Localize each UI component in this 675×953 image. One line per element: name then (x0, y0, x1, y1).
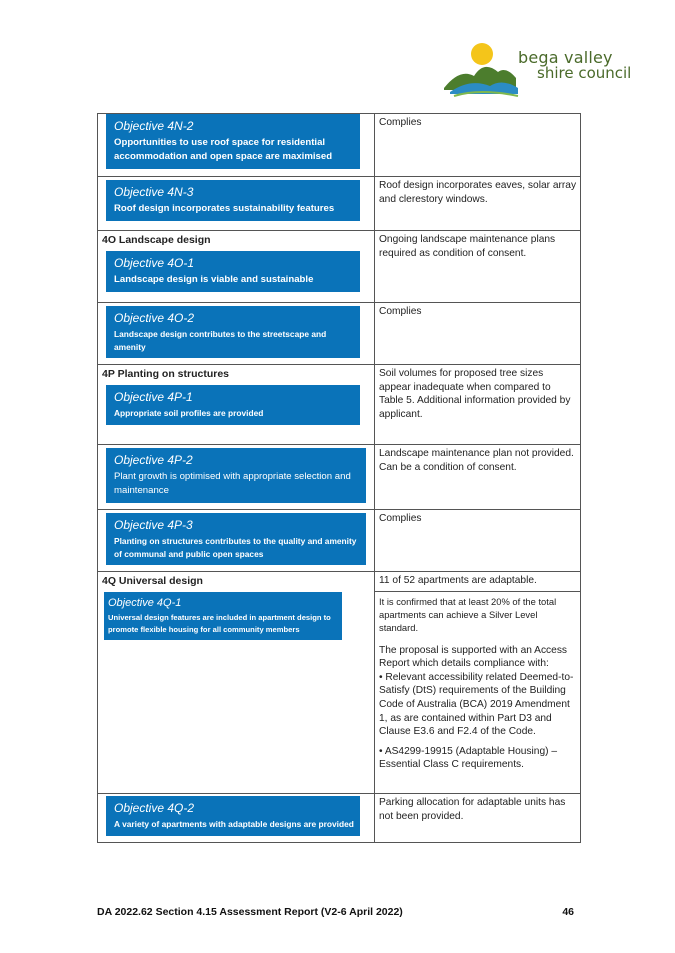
compliance-table (97, 113, 581, 843)
objective-title: Objective 4N-2 (114, 119, 194, 133)
comment-text: Complies (379, 306, 422, 317)
section-heading: 4P Planting on structures (102, 368, 229, 380)
objective-title: Objective 4Q-2 (114, 801, 195, 815)
hills-sun-icon (440, 38, 520, 104)
comment-text: Landscape maintenance plan not provided. Can be a condition of consent. (379, 448, 574, 473)
objective-desc: Universal design features are included in apartment design to promote flexible housing for all community members (108, 613, 331, 634)
objective-desc: Appropriate soil profiles are provided (114, 408, 264, 418)
objective-box (104, 592, 342, 640)
objective-title: Objective 4O-1 (114, 256, 195, 270)
page-number: 46 (562, 906, 574, 918)
objective-desc: Landscape design contributes to the streetscape and amenity (114, 329, 327, 352)
objective-desc: Planting on structures contributes to the quality and amenity of communal and public open spaces (114, 536, 357, 559)
section-heading: 4O Landscape design (102, 234, 211, 246)
table-row (98, 231, 581, 303)
objective-title: Objective 4N-3 (114, 185, 194, 199)
objective-desc: Opportunities to use roof space for residential accommodation and open space are maximised (114, 137, 333, 162)
comment-text: Soil volumes for proposed tree sizes appear inadequate when compared to Table 5. Additional information provided by applicant. (379, 368, 571, 420)
objective-box (106, 448, 366, 503)
objective-title: Objective 4P-2 (114, 453, 193, 467)
table-row (98, 510, 581, 572)
comment-text: Parking allocation for adaptable units has not been provided. (379, 797, 566, 822)
objective-box (106, 114, 360, 169)
table-row (98, 365, 581, 445)
page-footer (97, 906, 580, 918)
objective-desc: Landscape design is viable and sustainable (114, 274, 314, 285)
council-logo (440, 38, 640, 104)
comment-text: It is confirmed that at least 20% of the total apartments can achieve a Silver Level standard. (379, 595, 557, 633)
table-row (98, 303, 581, 365)
logo-line2: shire council (537, 64, 632, 82)
objective-title: Objective 4P-1 (114, 390, 193, 404)
section-heading: 4Q Universal design (102, 575, 203, 587)
footer-title: DA 2022.62 Section 4.15 Assessment Report (V2-6 April 2022) (97, 906, 403, 918)
objective-title: Objective 4Q-1 (108, 597, 182, 609)
objective-box (106, 513, 366, 565)
table-row (98, 794, 581, 843)
table-row (98, 177, 581, 231)
objective-box (106, 796, 360, 836)
comment-text: Complies (379, 513, 422, 524)
objective-box (106, 180, 360, 221)
objective-box (106, 385, 360, 425)
comment-text: Complies (379, 117, 422, 128)
objective-title: Objective 4O-2 (114, 311, 195, 325)
comment-text: • AS4299-19915 (Adaptable Housing) – Essential Class C requirements. (379, 745, 558, 771)
objective-desc: A variety of apartments with adaptable designs are provided (114, 819, 354, 829)
table-row (98, 445, 581, 510)
comment-text: The proposal is supported with an Access Report which details compliance with: • Relevant accessibility related Deemed-to-Satisfy (DtS) requirements of the Building Code of Australia (BCA) 2019 Amendment 1, as are contained within Part D3 and Clause E3.6 and F2.4 of the Code. (379, 644, 574, 738)
objective-desc: Plant growth is optimised with appropriate selection and maintenance (114, 471, 351, 496)
table-row (98, 114, 581, 177)
comment-text: Roof design incorporates eaves, solar array and clerestory windows. (379, 180, 577, 205)
comment-text: 11 of 52 apartments are adaptable. (379, 575, 537, 586)
objective-title: Objective 4P-3 (114, 518, 193, 532)
logo-line1: bega valley (518, 48, 613, 67)
objective-desc: Roof design incorporates sustainability features (114, 203, 335, 214)
table-row (98, 572, 581, 794)
comment-text: Ongoing landscape maintenance plans required as condition of consent. (379, 234, 556, 259)
objective-box (106, 306, 360, 358)
objective-box (106, 251, 360, 292)
